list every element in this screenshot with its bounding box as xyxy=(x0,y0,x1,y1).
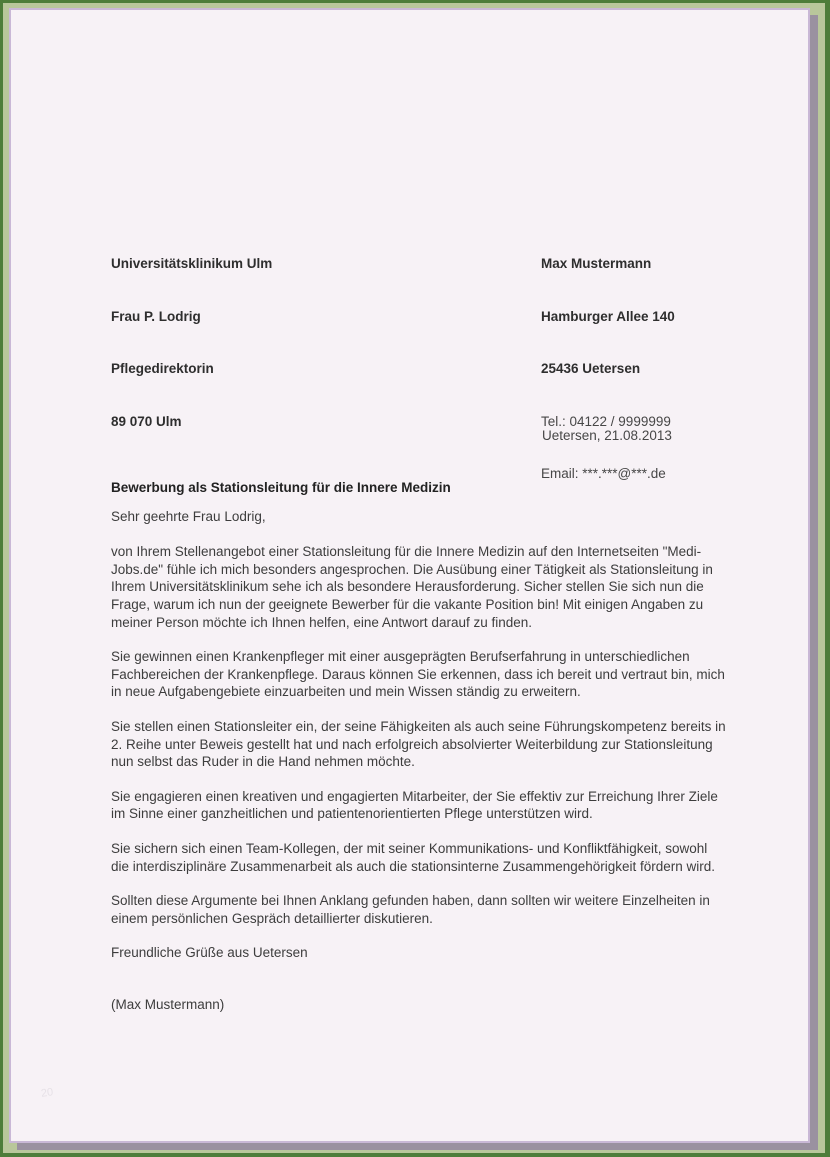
paragraph-teamwork: Sie sichern sich einen Team-Kollegen, der mit seiner Kommunikations- und Konfliktfähigkeit, sowohl die interdisziplinäre Zusammenarbeit als auch die stationsinterne Zusammengehörigkeit fördern wird. xyxy=(111,840,716,874)
faint-corner-mark: 20 xyxy=(40,1086,55,1100)
signature-name: (Max Mustermann) xyxy=(111,996,225,1012)
recipient-contact-person: Frau P. Lodrig xyxy=(111,308,201,324)
subject-line: Bewerbung als Stationsleitung für die Innere Medizin xyxy=(111,480,451,495)
date-line: Uetersen, 21.08.2013 xyxy=(542,428,672,443)
closing-line: Freundliche Grüße aus Uetersen xyxy=(111,945,308,961)
paragraph-engagement: Sie engagieren einen kreativen und engagierten Mitarbeiter, der Sie effektiv zur Erreichung Ihrer Ziele im Sinne einer ganzheitlichen und patientenorientierten Pflege unterstützen wird. xyxy=(111,788,718,822)
recipient-organization: Universitätsklinikum Ulm xyxy=(111,256,273,271)
recipient-address-block xyxy=(111,220,272,465)
paragraph-intro: von Ihrem Stellenangebot einer Stationsleitung für die Innere Medizin auf den Internetseiten "Medi-Jobs.de" fühle ich mich besonders angesprochen. Die Ausübung einer Tätigkeit als Stationsleitung in Ihrem Universitätsklinikum sehe ich als besondere Herausforderung. Sicher stellen Sie sich nun die Frage, warum ich nun der geeignete Bewerber für die vakante Position bin! Mit einigen Angaben zu meiner Person möchte ich Ihnen helfen, eine Antwort darauf zu finden. xyxy=(111,544,713,630)
paragraph-invitation: Sollten diese Argumente bei Ihnen Anklang gefunden haben, dann sollten wir weitere Einzelheiten in einem persönlichen Gespräch detaillierter diskutieren. xyxy=(111,893,710,926)
letter-body xyxy=(111,479,727,1013)
salutation: Sehr geehrte Frau Lodrig, xyxy=(111,508,266,524)
recipient-city: 89 070 Ulm xyxy=(111,413,182,429)
recipient-title: Pflegedirektorin xyxy=(111,361,214,376)
sender-email: Email: ***.***@***.de xyxy=(541,466,666,481)
sender-phone: Tel.: 04122 / 9999999 xyxy=(541,413,671,429)
sender-city: 25436 Uetersen xyxy=(541,361,641,376)
sender-street: Hamburger Allee 140 xyxy=(541,308,675,324)
paragraph-experience: Sie gewinnen einen Krankenpfleger mit einer ausgeprägten Berufserfahrung in unterschiedlichen Fachbereichen der Krankenpflege. Daraus können Sie erkennen, dass ich bereit und vertraut bin, mich in neue Aufgabengebiete einzuarbeiten und mein Wissen ständig zu erweitern. xyxy=(111,649,725,700)
sender-name: Max Mustermann xyxy=(541,256,652,271)
sender-address-block xyxy=(541,220,675,518)
paragraph-leadership: Sie stellen einen Stationsleiter ein, der seine Fähigkeiten als auch seine Führungskompetenz bereits in 2. Reihe unter Beweis gestellt hat und nach erfolgreich absolvierter Weiterbildung zur Stationsleitung nun selbst das Ruder in die Hand nehmen möchte. xyxy=(111,718,726,770)
letter-page xyxy=(9,8,810,1143)
